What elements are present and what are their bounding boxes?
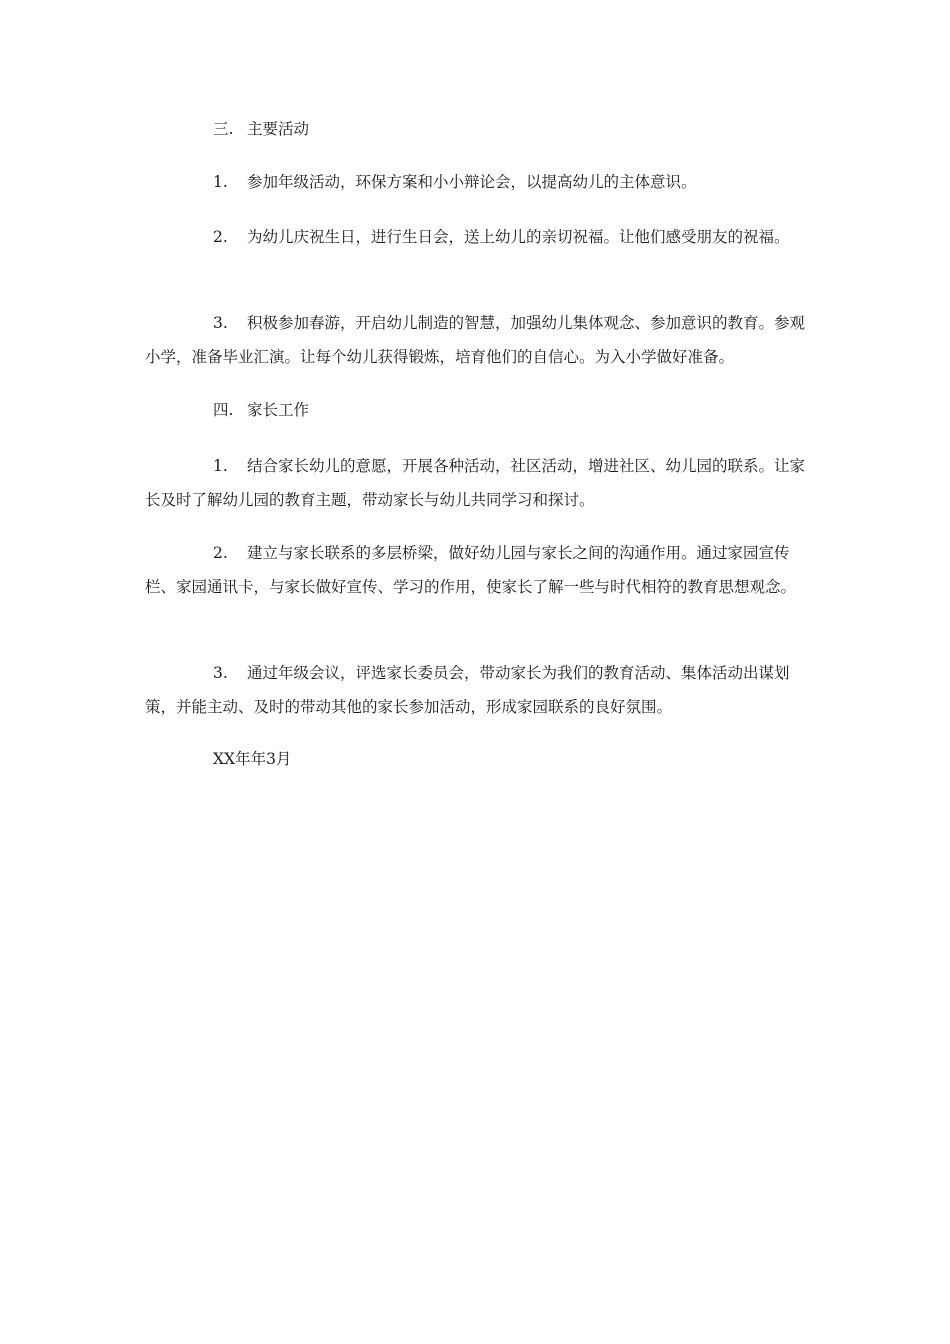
section-heading-parent-work (145, 393, 810, 427)
item-number: 3. (213, 314, 228, 332)
item-text: 积极参加春游，开启幼儿制造的智慧，加强幼儿集体观念、参加意识的教育。参观小学，准备毕业汇演。让每个幼儿获得锻炼，培育他们的自信心。为入小学做好准备。 (145, 314, 806, 366)
list-item (145, 306, 810, 374)
section-number: 四. (213, 401, 234, 419)
item-text: 为幼儿庆祝生日，进行生日会，送上幼儿的亲切祝福。让他们感受朋友的祝福。 (247, 228, 790, 246)
item-number: 2. (213, 228, 228, 246)
item-text: 建立与家长联系的多层桥梁，做好幼儿园与家长之间的沟通作用。通过家园宣传栏、家园通讯卡，与家长做好宣传、学习的作用，使家长了解一些与时代相符的教育思想观念。 (145, 544, 797, 596)
section-title: 家长工作 (247, 401, 310, 419)
list-item (145, 165, 810, 199)
item-number: 3. (213, 664, 228, 682)
item-number: 1. (213, 457, 228, 475)
item-text: 通过年级会议，评选家长委员会，带动家长为我们的教育活动、集体活动出谋划策，并能主动、及时的带动其他的家长参加活动，形成家园联系的良好氛围。 (145, 664, 790, 716)
list-item (145, 536, 810, 604)
item-text: 结合家长幼儿的意愿，开展各种活动，社区活动，增进社区、幼儿园的联系。让家长及时了解幼儿园的教育主题，带动家长与幼儿共同学习和探讨。 (145, 457, 806, 509)
section-heading-main-activities (145, 112, 810, 146)
section-number: 三. (213, 120, 234, 138)
document-date: XX年年3月 (213, 750, 292, 768)
item-text: 参加年级活动，环保方案和小小辩论会，以提高幼儿的主体意识。 (247, 173, 697, 191)
section-title: 主要活动 (247, 120, 310, 138)
item-number: 1. (213, 173, 228, 191)
item-number: 2. (213, 544, 228, 562)
list-item (145, 656, 810, 724)
list-item (145, 220, 810, 254)
list-item (145, 449, 810, 517)
